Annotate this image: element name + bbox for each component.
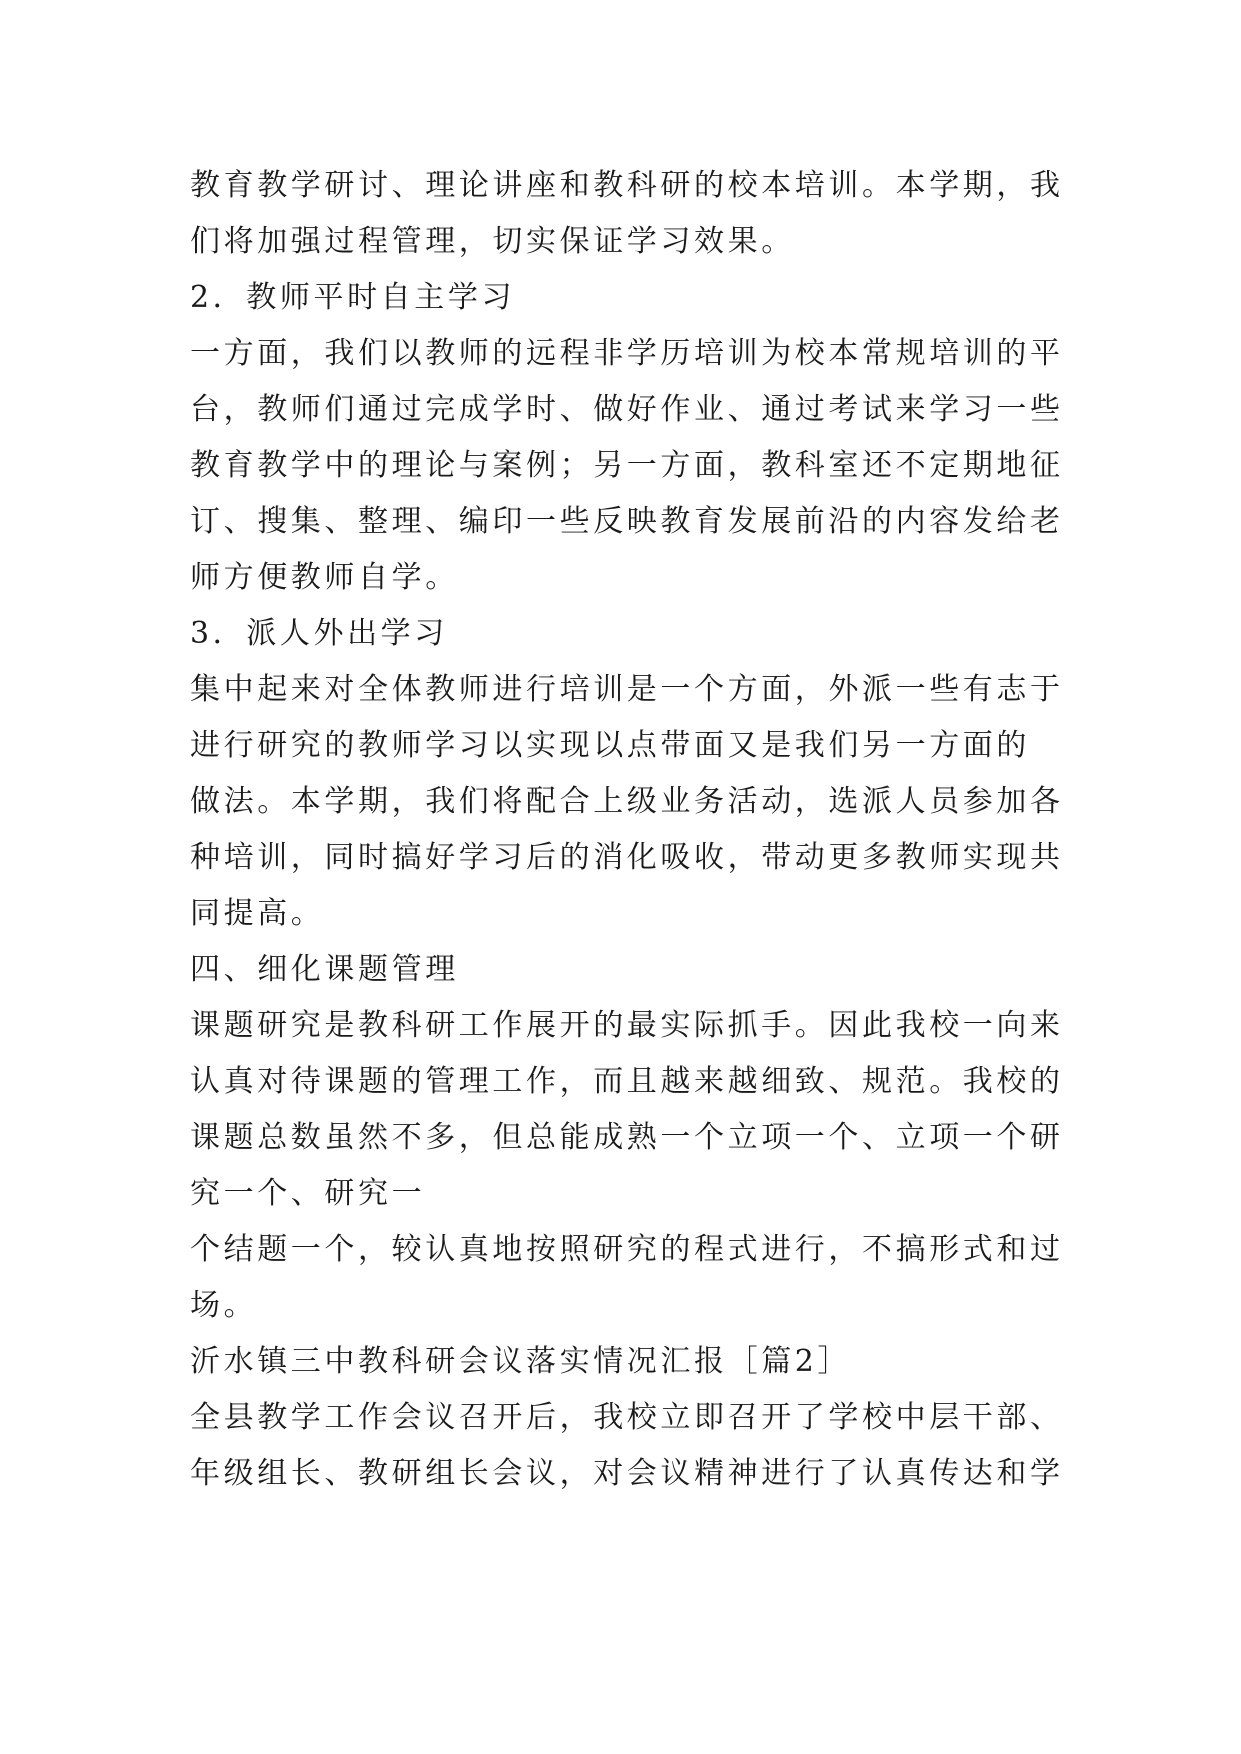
text-line: 种培训，同时搞好学习后的消化吸收，带动更多教师实现共	[190, 840, 1064, 875]
section-heading: 3．派人外出学习	[190, 616, 448, 651]
text-line: 一方面，我们以教师的远程非学历培训为校本常规培训的平	[190, 336, 1064, 371]
text-line: 场。	[190, 1288, 258, 1323]
text-line: 年级组长、教研组长会议，对会议精神进行了认真传达和学	[190, 1456, 1064, 1491]
text-line: 做法。本学期，我们将配合上级业务活动，选派人员参加各	[190, 784, 1064, 819]
text-line: 教育教学研讨、理论讲座和教科研的校本培训。本学期，我	[190, 168, 1064, 203]
text-line: 课题研究是教科研工作展开的最实际抓手。因此我校一向来	[190, 1008, 1064, 1043]
text-line: 集中起来对全体教师进行培训是一个方面，外派一些有志于	[190, 672, 1064, 707]
text-line: 课题总数虽然不多，但总能成熟一个立项一个、立项一个研	[190, 1120, 1064, 1155]
text-line: 进行研究的教师学习以实现以点带面又是我们另一方面的	[190, 728, 1030, 763]
section-heading: 2．教师平时自主学习	[190, 280, 516, 315]
text-line: 个结题一个，较认真地按照研究的程式进行，不搞形式和过	[190, 1232, 1064, 1267]
text-line: 同提高。	[190, 896, 325, 931]
text-line: 全县教学工作会议召开后，我校立即召开了学校中层干部、	[190, 1400, 1064, 1435]
text-line: 们将加强过程管理，切实保证学习效果。	[190, 224, 795, 259]
text-line: 认真对待课题的管理工作，而且越来越细致、规范。我校的	[190, 1064, 1064, 1099]
text-line: 教育教学中的理论与案例；另一方面，教科室还不定期地征	[190, 448, 1064, 483]
text-line: 师方便教师自学。	[190, 560, 459, 595]
section-heading: 四、细化课题管理	[190, 952, 459, 987]
text-line: 究一个、研究一	[190, 1176, 426, 1211]
text-line: 订、搜集、整理、编印一些反映教育发展前沿的内容发给老	[190, 504, 1064, 539]
text-line: 台，教师们通过完成学时、做好作业、通过考试来学习一些	[190, 392, 1064, 427]
document-title: 沂水镇三中教科研会议落实情况汇报［篇2］	[190, 1344, 852, 1379]
